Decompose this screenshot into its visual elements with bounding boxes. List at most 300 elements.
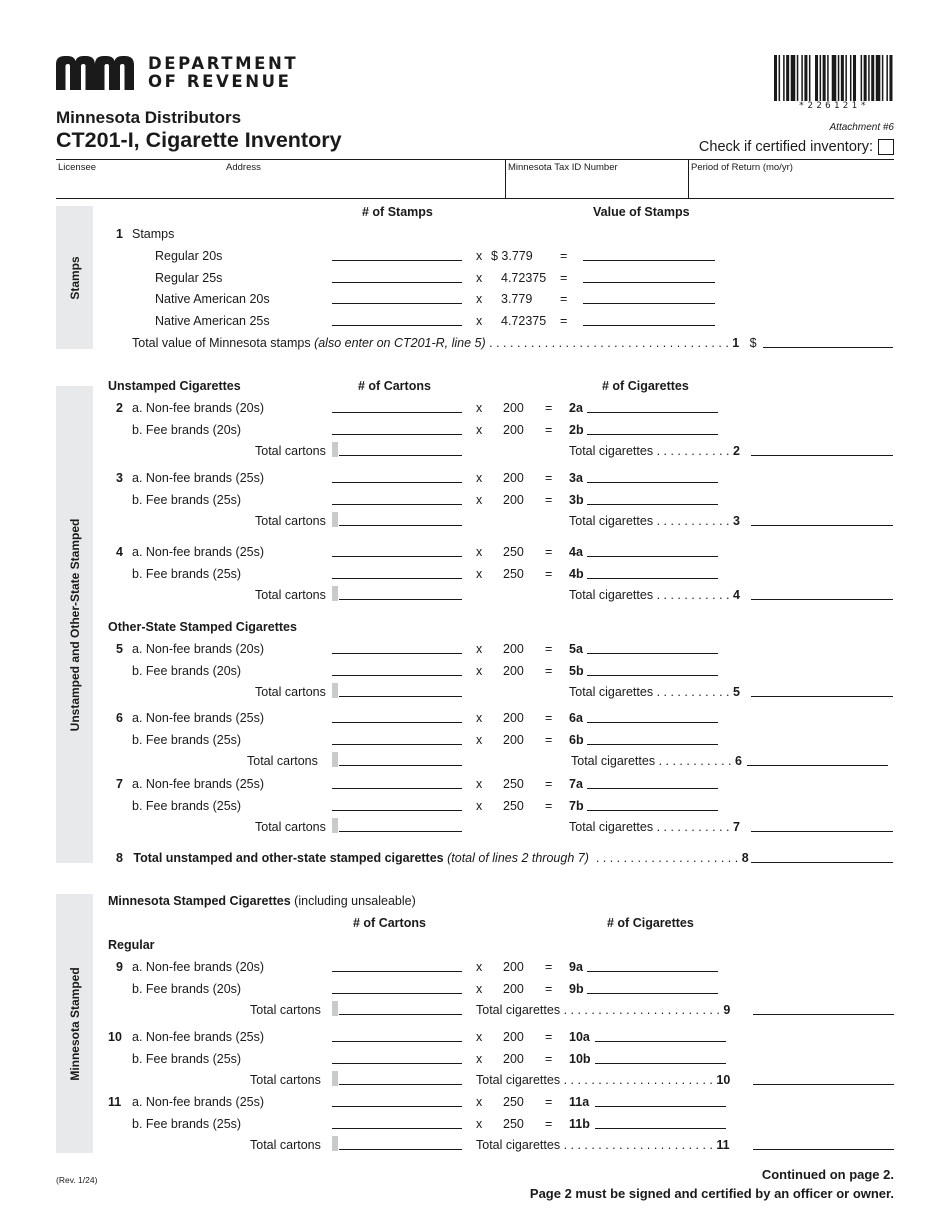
line-ref-total: 9 — [723, 1003, 731, 1017]
gray-marker — [332, 683, 338, 698]
currency-symbol: $ — [749, 336, 757, 350]
leader-dots: . . . . . . . . . . . — [656, 514, 730, 528]
equals-sign: = — [545, 799, 553, 813]
line-number: 7 — [116, 777, 123, 791]
multiply-sign: x — [476, 1052, 483, 1066]
continued-note — [530, 1165, 894, 1203]
multiplier: 200 — [503, 401, 524, 415]
total-cigarettes-input[interactable] — [753, 1149, 894, 1150]
row-label-b: b. Fee brands (25s) — [132, 567, 242, 581]
equals-sign: = — [545, 423, 553, 437]
total-cartons-label: Total cartons — [255, 820, 326, 834]
stamp-rate: $ 3.779 — [491, 249, 533, 263]
equals-sign: = — [560, 249, 568, 263]
cartons-input-b[interactable] — [332, 504, 462, 505]
total-cartons-input[interactable] — [339, 696, 462, 697]
leader-dots: . . . . . . . . . . . . . . . . . . . . . . . — [563, 1003, 720, 1017]
sidebar-stamps-label: Stamps — [67, 255, 82, 300]
leader-dots: . . . . . . . . . . . — [656, 685, 730, 699]
total-cigarettes-row — [569, 588, 740, 603]
barcode-bar — [774, 55, 777, 101]
total-cartons-input[interactable] — [339, 765, 462, 766]
gray-marker — [332, 1071, 338, 1086]
barcode-bar — [809, 55, 811, 101]
line-ref-a: 9a — [569, 960, 583, 974]
equals-sign: = — [545, 471, 553, 485]
cartons-input-b[interactable] — [332, 1063, 462, 1064]
total-cigarettes-row — [569, 514, 740, 529]
leader-dots: . . . . . . . . . . . — [658, 754, 732, 768]
stamp-value-input[interactable] — [583, 282, 715, 283]
line-ref-total: 6 — [734, 754, 742, 768]
barcode-bar — [779, 55, 781, 101]
gray-marker — [332, 442, 338, 457]
mn-stamped-heading: Minnesota Stamped Cigarettes — [108, 894, 291, 908]
regular-subheading: Regular — [108, 938, 155, 952]
cartons-input-a[interactable] — [332, 412, 462, 413]
line-ref-a: 4a — [569, 545, 583, 559]
cartons-input-a[interactable] — [332, 1106, 462, 1107]
sign-note: Page 2 must be signed and certified by an officer or owner. — [529, 1186, 894, 1201]
multiplier: 200 — [503, 733, 524, 747]
barcode-bar — [864, 55, 867, 101]
line-ref-a: 7a — [569, 777, 583, 791]
cigarettes-input-a[interactable] — [587, 556, 718, 557]
line8-input[interactable] — [751, 862, 893, 863]
stamp-value-input[interactable] — [583, 303, 715, 304]
mn-stamped-heading-row — [108, 894, 416, 909]
total-cigarettes-label: Total cigarettes — [476, 1138, 561, 1152]
barcode-bar — [850, 55, 852, 101]
total-cigarettes-row — [571, 754, 742, 769]
leader-dots: . . . . . . . . . . . — [656, 588, 730, 602]
line-ref-a: 10a — [569, 1030, 590, 1044]
stamp-row-label: Native American 25s — [155, 314, 270, 328]
cigarettes-input-b[interactable] — [587, 504, 718, 505]
leader-dots: . . . . . . . . . . . . . . . . . . . . . — [595, 851, 739, 865]
stamp-row-label: Native American 20s — [155, 292, 270, 306]
col-header-value: Value of Stamps — [593, 205, 690, 219]
sidebar-stamps — [56, 206, 93, 349]
stamps-total-label: Total value of Minnesota stamps — [132, 336, 311, 350]
row-label-a: a. Non-fee brands (25s) — [132, 471, 265, 485]
total-cigarettes-input[interactable] — [751, 696, 893, 697]
barcode-bar — [804, 55, 807, 101]
line-ref-b: 9b — [569, 982, 584, 996]
total-cigarettes-label: Total cigarettes — [476, 1073, 561, 1087]
mn-logo-icon — [56, 56, 134, 90]
unstamped-heading: Unstamped Cigarettes — [108, 379, 241, 393]
total-cigarettes-row — [476, 1003, 730, 1018]
total-cartons-label: Total cartons — [247, 754, 318, 768]
row-label-a: a. Non-fee brands (25s) — [132, 711, 265, 725]
total-cartons-input[interactable] — [339, 599, 462, 600]
stamp-rate: 4.72375 — [501, 314, 547, 328]
multiplier: 200 — [503, 1052, 524, 1066]
cartons-input-a[interactable] — [332, 1041, 462, 1042]
licensee-label: Licensee — [58, 162, 97, 173]
row-label-b: b. Fee brands (25s) — [132, 493, 242, 507]
row-label-b: b. Fee brands (20s) — [132, 423, 242, 437]
sidebar-mn-stamped-label: Minnesota Stamped — [67, 966, 82, 1081]
multiplier: 200 — [503, 982, 524, 996]
line-ref-total: 4 — [732, 588, 740, 602]
line-ref-b: 3b — [569, 493, 584, 507]
multiply-sign: x — [476, 733, 483, 747]
stamps-total-input[interactable] — [763, 347, 893, 348]
total-cigarettes-row — [476, 1138, 730, 1153]
equals-sign: = — [545, 642, 553, 656]
barcode-bar — [868, 55, 870, 101]
cigarettes-input-b[interactable] — [595, 1063, 726, 1064]
form-subtitle: Minnesota Distributors — [56, 108, 242, 127]
line-ref: 1 — [732, 336, 740, 350]
cigarettes-input-a[interactable] — [587, 788, 718, 789]
barcode-bar — [820, 55, 822, 101]
cigarettes-input-a[interactable] — [587, 653, 718, 654]
cartons-input-b[interactable] — [332, 993, 462, 994]
barcode-bar — [889, 55, 892, 101]
line-ref-b: 7b — [569, 799, 584, 813]
equals-sign: = — [560, 271, 568, 285]
line-ref-a: 2a — [569, 401, 583, 415]
sidebar-unstamped — [56, 386, 93, 863]
stamp-count-input[interactable] — [332, 282, 462, 283]
equals-sign: = — [545, 567, 553, 581]
cartons-input-a[interactable] — [332, 971, 462, 972]
tax-id-field[interactable] — [505, 160, 688, 198]
agency-line2: OF REVENUE — [148, 72, 292, 91]
equals-sign: = — [545, 777, 553, 791]
line-ref-total: 7 — [732, 820, 740, 834]
barcode-bar — [815, 55, 818, 101]
equals-sign: = — [545, 664, 553, 678]
equals-sign: = — [545, 733, 553, 747]
cigarettes-input-a[interactable] — [595, 1041, 726, 1042]
cigarettes-input-a[interactable] — [587, 412, 718, 413]
equals-sign: = — [545, 545, 553, 559]
multiplier: 200 — [503, 423, 524, 437]
certified-label: Check if certified inventory: — [698, 139, 873, 155]
cigarettes-input-b[interactable] — [587, 744, 718, 745]
line-ref-a: 5a — [569, 642, 583, 656]
total-cigarettes-label: Total cigarettes — [569, 820, 654, 834]
barcode-bar — [797, 55, 799, 101]
multiply-sign: x — [476, 401, 483, 415]
cartons-input-b[interactable] — [332, 810, 462, 811]
licensee-field[interactable] — [56, 160, 226, 198]
cigarettes-input-a[interactable] — [587, 482, 718, 483]
line-ref-b: 2b — [569, 423, 584, 437]
line-number: 10 — [108, 1030, 122, 1044]
multiply-sign: x — [476, 471, 483, 485]
mn-col-header-cigarettes: # of Cigarettes — [607, 916, 694, 930]
cigarettes-input-b[interactable] — [587, 993, 718, 994]
address-label: Address — [226, 162, 261, 173]
row-label-a: a. Non-fee brands (20s) — [132, 960, 265, 974]
equals-sign: = — [545, 1117, 553, 1131]
barcode-text: *226121* — [798, 101, 870, 111]
stamp-count-input[interactable] — [332, 303, 462, 304]
total-cartons-input[interactable] — [339, 1014, 462, 1015]
equals-sign: = — [545, 711, 553, 725]
total-cigarettes-label: Total cigarettes — [571, 754, 656, 768]
leader-dots: . . . . . . . . . . . — [656, 820, 730, 834]
total-cartons-input[interactable] — [339, 525, 462, 526]
total-cartons-input[interactable] — [339, 1149, 462, 1150]
equals-sign: = — [545, 982, 553, 996]
gray-marker — [332, 752, 338, 767]
cartons-input-a[interactable] — [332, 556, 462, 557]
line-ref-b: 4b — [569, 567, 584, 581]
row-label-b: b. Fee brands (20s) — [132, 982, 242, 996]
line8-row — [116, 851, 749, 866]
attachment-number: Attachment #6 — [829, 122, 894, 133]
multiply-sign: x — [476, 711, 483, 725]
cartons-input-a[interactable] — [332, 788, 462, 789]
barcode-bar — [783, 55, 785, 101]
row-label-a: a. Non-fee brands (25s) — [132, 1030, 265, 1044]
certified-inventory — [699, 139, 894, 155]
cartons-input-b[interactable] — [332, 675, 462, 676]
multiply-sign: x — [476, 642, 483, 656]
col-header-stamps: # of Stamps — [362, 205, 433, 219]
multiplier: 200 — [503, 664, 524, 678]
barcode-bar — [871, 55, 874, 101]
barcode-bar — [876, 55, 881, 101]
total-cigarettes-input[interactable] — [753, 1084, 894, 1085]
equals-sign: = — [545, 960, 553, 974]
multiplier: 200 — [503, 711, 524, 725]
line8-ref: 8 — [741, 851, 749, 865]
multiply-sign: x — [476, 664, 483, 678]
stamps-total-row — [132, 336, 757, 351]
leader-dots: . . . . . . . . . . . . . . . . . . . . . . — [563, 1073, 713, 1087]
row-label-b: b. Fee brands (25s) — [132, 799, 242, 813]
total-cigarettes-row — [569, 444, 740, 459]
line-number: 6 — [116, 711, 123, 725]
multiply-sign: x — [476, 1030, 483, 1044]
multiplier: 200 — [503, 960, 524, 974]
other-state-heading: Other-State Stamped Cigarettes — [108, 620, 297, 634]
multiplier: 200 — [503, 493, 524, 507]
line-ref-total: 2 — [732, 444, 740, 458]
line-label: Stamps — [132, 227, 175, 241]
equals-sign: = — [545, 401, 553, 415]
barcode-bar — [832, 55, 837, 101]
gray-marker — [332, 1136, 338, 1151]
cartons-input-a[interactable] — [332, 722, 462, 723]
barcode-bar — [823, 55, 826, 101]
barcode-bar — [853, 55, 856, 101]
multiply-sign: x — [476, 567, 483, 581]
multiplier: 250 — [503, 545, 524, 559]
total-cartons-input[interactable] — [339, 455, 462, 456]
agency-name — [148, 55, 298, 91]
leader-dots: . . . . . . . . . . . — [656, 444, 730, 458]
period-label: Period of Return (mo/yr) — [691, 162, 793, 173]
cartons-input-a[interactable] — [332, 653, 462, 654]
mn-col-header-cartons: # of Cartons — [353, 916, 426, 930]
cigarettes-input-a[interactable] — [587, 971, 718, 972]
total-cigarettes-label: Total cigarettes — [569, 514, 654, 528]
cigarettes-input-b[interactable] — [587, 810, 718, 811]
stamp-value-input[interactable] — [583, 260, 715, 261]
stamp-rate: 3.779 — [501, 292, 533, 306]
leader-dots: . . . . . . . . . . . . . . . . . . . . . . — [563, 1138, 713, 1152]
leader-dots: . . . . . . . . . . . . . . . . . . . . . . . . . . . . . . . . . . . — [489, 336, 729, 350]
gray-marker — [332, 818, 338, 833]
line-ref-total: 10 — [716, 1073, 731, 1087]
total-cigarettes-input[interactable] — [751, 831, 893, 832]
line-ref-total: 11 — [716, 1138, 730, 1152]
barcode-bar — [861, 55, 863, 101]
total-cartons-label: Total cartons — [255, 588, 326, 602]
barcode-bar — [886, 55, 888, 101]
total-cigarettes-input[interactable] — [753, 1014, 894, 1015]
multiplier: 200 — [503, 471, 524, 485]
equals-sign: = — [545, 1052, 553, 1066]
multiply-sign: x — [476, 493, 483, 507]
multiply-sign: x — [476, 292, 483, 306]
barcode-bar — [827, 55, 829, 101]
equals-sign: = — [560, 314, 568, 328]
line-ref-a: 6a — [569, 711, 583, 725]
multiplier: 250 — [503, 567, 524, 581]
line-ref-total: 3 — [732, 514, 740, 528]
gray-marker — [332, 586, 338, 601]
period-field[interactable] — [688, 160, 894, 198]
multiplier: 200 — [503, 1030, 524, 1044]
barcode-bar — [845, 55, 847, 101]
equals-sign: = — [560, 292, 568, 306]
multiply-sign: x — [476, 982, 483, 996]
agency-line1: DEPARTMENT — [148, 54, 299, 73]
stamp-row-label: Regular 20s — [155, 249, 223, 263]
multiply-sign: x — [476, 423, 483, 437]
line-ref-total: 5 — [732, 685, 740, 699]
stamp-value-input[interactable] — [583, 325, 715, 326]
multiplier: 250 — [503, 1117, 524, 1131]
line-ref-a: 3a — [569, 471, 583, 485]
multiplier: 250 — [503, 1095, 524, 1109]
gray-marker — [332, 512, 338, 527]
cartons-input-b[interactable] — [332, 744, 462, 745]
multiplier: 250 — [503, 777, 524, 791]
cartons-input-a[interactable] — [332, 482, 462, 483]
cartons-input-b[interactable] — [332, 578, 462, 579]
multiply-sign: x — [476, 314, 483, 328]
total-cartons-label: Total cartons — [250, 1138, 321, 1152]
cigarettes-input-a[interactable] — [587, 722, 718, 723]
row-label-b: b. Fee brands (25s) — [132, 1117, 242, 1131]
total-cigarettes-input[interactable] — [751, 525, 893, 526]
line-ref-a: 11a — [569, 1095, 590, 1109]
line-number: 11 — [108, 1095, 122, 1109]
line-number: 9 — [116, 960, 123, 974]
total-cigarettes-row — [569, 685, 740, 700]
stamp-count-input[interactable] — [332, 325, 462, 326]
total-cartons-label: Total cartons — [255, 444, 326, 458]
row-label-b: b. Fee brands (25s) — [132, 733, 242, 747]
revision-date: (Rev. 1/24) — [56, 1175, 98, 1185]
stamp-rate: 4.72375 — [501, 271, 547, 285]
total-cartons-label: Total cartons — [250, 1073, 321, 1087]
total-cigarettes-label: Total cigarettes — [476, 1003, 561, 1017]
total-cartons-input[interactable] — [339, 831, 462, 832]
row-label-a: a. Non-fee brands (25s) — [132, 777, 265, 791]
col-header-cartons: # of Cartons — [358, 379, 431, 393]
total-cigarettes-input[interactable] — [751, 455, 893, 456]
mn-stamped-note: (including unsaleable) — [294, 894, 416, 908]
row-label-a: a. Non-fee brands (20s) — [132, 642, 265, 656]
total-cartons-label: Total cartons — [255, 685, 326, 699]
stamp-count-input[interactable] — [332, 260, 462, 261]
total-cigarettes-label: Total cigarettes — [569, 685, 654, 699]
sidebar-unstamped-label: Unstamped and Other-State Stamped — [67, 518, 82, 731]
total-cigarettes-label: Total cigarettes — [569, 444, 654, 458]
line-ref-b: 10b — [569, 1052, 591, 1066]
barcode-icon — [774, 55, 894, 101]
total-cigarettes-row — [476, 1073, 730, 1088]
equals-sign: = — [545, 1030, 553, 1044]
line-number: 3 — [116, 471, 123, 485]
gray-marker — [332, 1001, 338, 1016]
multiplier: 200 — [503, 642, 524, 656]
line8-note: (total of lines 2 through 7) — [447, 851, 589, 865]
cartons-input-b[interactable] — [332, 434, 462, 435]
line-number: 5 — [116, 642, 123, 656]
equals-sign: = — [545, 1095, 553, 1109]
multiplier: 250 — [503, 799, 524, 813]
total-cartons-label: Total cartons — [255, 514, 326, 528]
multiply-sign: x — [476, 777, 483, 791]
total-cigarettes-label: Total cigarettes — [569, 588, 654, 602]
row-label-b: b. Fee brands (25s) — [132, 1052, 242, 1066]
barcode-bar — [791, 55, 796, 101]
sidebar-mn-stamped — [56, 894, 93, 1153]
barcode-bar — [882, 55, 884, 101]
col-header-cigarettes: # of Cigarettes — [602, 379, 689, 393]
total-cigarettes-row — [569, 820, 740, 835]
barcode-bar — [838, 55, 840, 101]
certified-checkbox[interactable] — [878, 139, 894, 155]
line-ref-b: 6b — [569, 733, 584, 747]
row-label-a: a. Non-fee brands (25s) — [132, 545, 265, 559]
multiply-sign: x — [476, 799, 483, 813]
stamp-row-label: Regular 25s — [155, 271, 223, 285]
form-title: CT201-I, Cigarette Inventory — [56, 128, 342, 152]
line-number: 2 — [116, 401, 123, 415]
cigarettes-input-b[interactable] — [587, 675, 718, 676]
barcode-bar — [786, 55, 789, 101]
line-ref-b: 5b — [569, 664, 584, 678]
cigarettes-input-b[interactable] — [587, 434, 718, 435]
cigarettes-input-b[interactable] — [587, 578, 718, 579]
total-cigarettes-input[interactable] — [751, 599, 893, 600]
address-field[interactable] — [224, 160, 504, 198]
total-cartons-input[interactable] — [339, 1084, 462, 1085]
cartons-input-b[interactable] — [332, 1128, 462, 1129]
total-cartons-label: Total cartons — [250, 1003, 321, 1017]
cigarettes-input-b[interactable] — [595, 1128, 726, 1129]
cigarettes-input-a[interactable] — [595, 1106, 726, 1107]
multiply-sign: x — [476, 249, 483, 263]
id-fields-table — [56, 159, 894, 199]
line-number: 4 — [116, 545, 123, 559]
row-label-b: b. Fee brands (20s) — [132, 664, 242, 678]
total-cigarettes-input[interactable] — [747, 765, 888, 766]
